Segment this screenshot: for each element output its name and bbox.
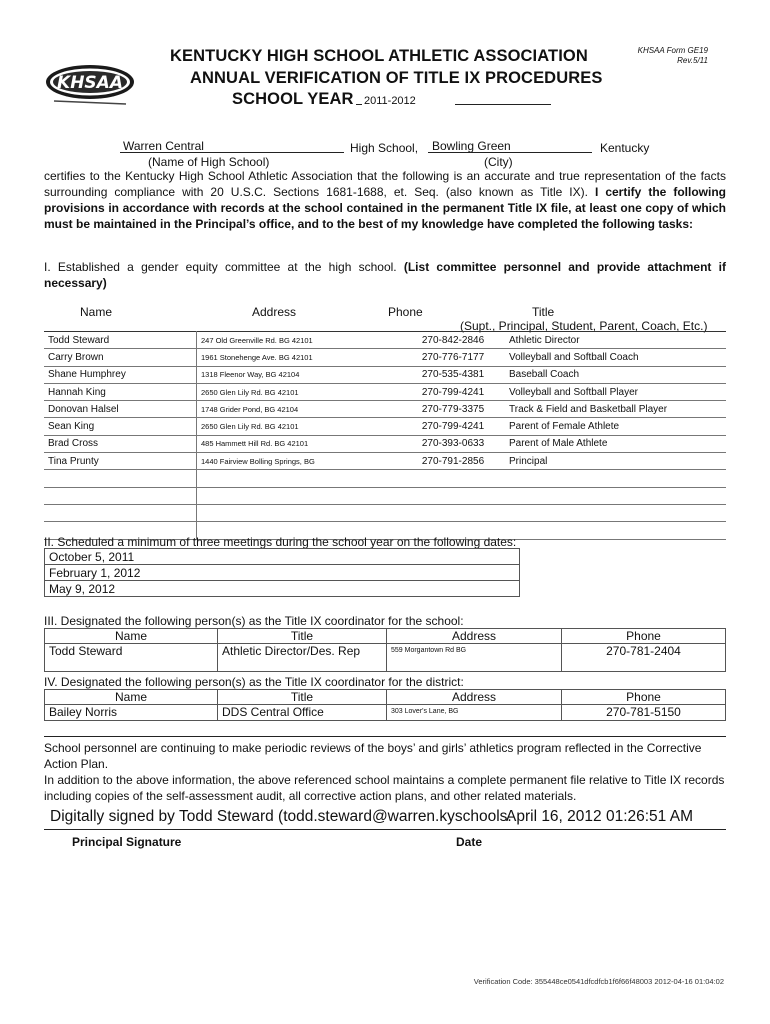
member-phone (397, 504, 505, 521)
org-title: KENTUCKY HIGH SCHOOL ATHLETIC ASSOCIATION (170, 47, 588, 65)
table-header-row (45, 629, 726, 644)
member-name (44, 487, 197, 504)
member-address (197, 504, 398, 521)
meeting-dates-table (44, 548, 520, 597)
closing-divider (44, 736, 726, 737)
member-phone: 270-799-4241 (397, 418, 505, 435)
member-address: 1961 Stonehenge Ave. BG 42101 (197, 349, 398, 366)
school-year-line-a (356, 104, 362, 105)
col-title-subheader: (Supt., Principal, Student, Parent, Coach, Etc.) (460, 319, 708, 333)
table-row (44, 349, 726, 366)
member-phone: 270-776-7177 (397, 349, 505, 366)
committee-table (44, 331, 726, 540)
member-phone (397, 470, 505, 487)
verification-code: Verification Code: 355448ce0541dfcdfcb1f6f66f48003 2012-04-16 01:04:02 (473, 977, 724, 986)
district-coordinator-title: DDS Central Office (218, 705, 387, 721)
member-phone: 270-791-2856 (397, 453, 505, 470)
table-row (45, 565, 520, 581)
district-coordinator-name: Bailey Norris (45, 705, 218, 721)
member-title (505, 504, 726, 521)
member-phone: 270-535-4381 (397, 366, 505, 383)
school-coordinator-table (44, 628, 726, 672)
member-name: Tina Prunty (44, 453, 197, 470)
section4-lead: IV. Designated the following person(s) as the Title IX coordinator for the district: (44, 675, 464, 689)
member-title: Track & Field and Basketball Player (505, 401, 726, 418)
member-address: 1748 Grider Pond, BG 42104 (197, 401, 398, 418)
member-name (44, 504, 197, 521)
closing-paragraph-1: School personnel are continuing to make periodic reviews of the boys’ and girls’ athletics program reflected in the Corrective Action Plan. (44, 741, 702, 771)
section1-lead-text: I. Established a gender equity committee at the high school. (44, 260, 397, 274)
digital-signature: Digitally signed by Todd Steward (todd.steward@warren.kyschools. (50, 808, 512, 825)
member-address: 1440 Fairview Bolling Springs, BG (197, 453, 398, 470)
table-row (45, 705, 726, 721)
school-year-label: SCHOOL YEAR (232, 90, 354, 108)
member-phone: 270-799-4241 (397, 383, 505, 400)
member-name: Sean King (44, 418, 197, 435)
section1-lead-bold: (List committee personnel and provide attachment if necessary) (44, 260, 726, 290)
form-id-block (638, 46, 708, 66)
district-coordinator-table (44, 689, 726, 721)
city-caption: (City) (484, 155, 513, 169)
coord-col-name: Name (45, 629, 218, 644)
col-address-header: Address (252, 305, 297, 319)
coord-col-name: Name (45, 690, 218, 705)
member-phone: 270-393-0633 (397, 435, 505, 452)
member-name: Brad Cross (44, 435, 197, 452)
section1-lead (44, 259, 726, 291)
member-address: 2650 Glen Lily Rd. BG 42101 (197, 383, 398, 400)
section2-lead: II. Scheduled a minimum of three meetings during the school year on the following dates: (44, 535, 517, 549)
col-name-header: Name (80, 305, 113, 319)
col-title-header: Title (532, 305, 555, 319)
district-coordinator-address: 303 Lover's Lane, BG (387, 705, 562, 721)
member-name: Todd Steward (44, 332, 197, 349)
table-row (44, 470, 726, 487)
school-name-line (120, 152, 344, 153)
member-title: Parent of Male Athlete (505, 435, 726, 452)
table-row (44, 453, 726, 470)
coord-col-phone: Phone (562, 629, 726, 644)
member-title (505, 522, 726, 539)
coordinator-phone: 270-781-2404 (562, 644, 726, 672)
logo-text: KHSAA (57, 73, 123, 93)
khsaa-logo (44, 62, 136, 106)
table-row (45, 549, 520, 565)
form-rev: Rev.5/11 (677, 56, 708, 65)
table-row (44, 504, 726, 521)
school-year-value: 2011-2012 (364, 95, 416, 107)
member-address (197, 487, 398, 504)
table-row (44, 332, 726, 349)
coordinator-title: Athletic Director/Des. Rep (218, 644, 387, 672)
coord-col-phone: Phone (562, 690, 726, 705)
khsaa-logo-graphic (44, 62, 136, 106)
member-title: Volleyball and Softball Coach (505, 349, 726, 366)
school-name: Warren Central (123, 139, 204, 153)
coordinator-address: 559 Morgantown Rd BG (387, 644, 562, 672)
member-name (44, 470, 197, 487)
section3-lead: III. Designated the following person(s) as the Title IX coordinator for the school: (44, 614, 464, 628)
closing-paragraph-2: In addition to the above information, the above referenced school maintains a complete permanent file relative to Title IX records including copies of the self-assessment audit, all corrective action plans, and other related materials. (44, 773, 725, 803)
member-title: Principal (505, 453, 726, 470)
district-coordinator-phone: 270-781-5150 (562, 705, 726, 721)
member-name: Donovan Halsel (44, 401, 197, 418)
certification-bold-text: I certify the following provisions in accordance with records at the school contained in the permanent Title IX file, at least one copy of which must be maintained in the Principal’s office, and to the best of my knowledge have completed the following tasks: (44, 185, 726, 231)
member-title (505, 470, 726, 487)
table-row (44, 383, 726, 400)
member-address: 247 Old Greenville Rd. BG 42101 (197, 332, 398, 349)
certification-paragraph (44, 168, 726, 232)
meeting-date: February 1, 2012 (45, 565, 520, 581)
table-row (44, 487, 726, 504)
table-row (44, 366, 726, 383)
signature-date: April 16, 2012 01:26:51 AM (506, 808, 693, 825)
member-title: Parent of Female Athlete (505, 418, 726, 435)
city-name: Bowling Green (432, 139, 511, 153)
coordinator-name: Todd Steward (45, 644, 218, 672)
table-row (45, 644, 726, 672)
coord-col-address: Address (387, 690, 562, 705)
signature-line (44, 829, 726, 830)
member-name: Shane Humphrey (44, 366, 197, 383)
member-address: 1318 Fleenor Way, BG 42104 (197, 366, 398, 383)
form-title: ANNUAL VERIFICATION OF TITLE IX PROCEDURES (190, 69, 603, 87)
coord-col-title: Title (218, 690, 387, 705)
member-phone (397, 487, 505, 504)
coord-col-address: Address (387, 629, 562, 644)
certification-text: certifies to the Kentucky High School Athletic Association that the following is an accurate and true representation of the facts surrounding compliance with 20 U.S.C. Sections 1681-1688, et. Seq. (also known as Title IX). (44, 169, 726, 199)
member-name: Hannah King (44, 383, 197, 400)
school-year-line-b (455, 104, 551, 105)
member-title (505, 487, 726, 504)
table-row (45, 581, 520, 597)
member-title: Volleyball and Softball Player (505, 383, 726, 400)
table-row (44, 401, 726, 418)
form-id: KHSAA Form GE19 (637, 46, 708, 55)
date-label: Date (456, 835, 483, 849)
high-school-label: High School, (350, 141, 419, 155)
city-line (428, 152, 592, 153)
member-name: Carry Brown (44, 349, 197, 366)
member-address: 485 Hammett Hill Rd. BG 42101 (197, 435, 398, 452)
col-phone-header: Phone (388, 305, 423, 319)
meeting-date: October 5, 2011 (45, 549, 520, 565)
member-phone: 270-842-2846 (397, 332, 505, 349)
table-header-row (45, 690, 726, 705)
member-title: Athletic Director (505, 332, 726, 349)
school-name-caption: (Name of High School) (148, 155, 270, 169)
member-phone: 270-779-3375 (397, 401, 505, 418)
table-row (44, 418, 726, 435)
principal-signature-label: Principal Signature (72, 835, 182, 849)
state-name: Kentucky (600, 141, 650, 155)
coord-col-title: Title (218, 629, 387, 644)
member-title: Baseball Coach (505, 366, 726, 383)
meeting-date: May 9, 2012 (45, 581, 520, 597)
table-row (44, 435, 726, 452)
member-address (197, 470, 398, 487)
member-address: 2650 Glen Lily Rd. BG 42101 (197, 418, 398, 435)
